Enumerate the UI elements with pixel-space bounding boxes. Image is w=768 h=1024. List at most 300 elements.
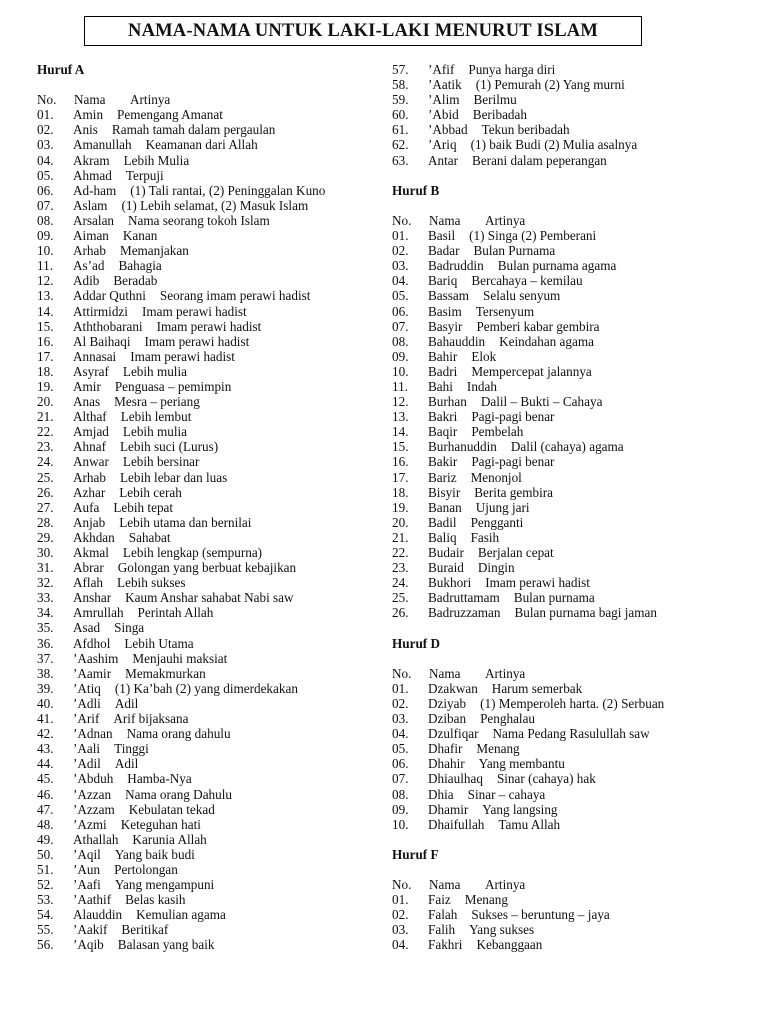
entry-meaning: Berani dalam peperangan — [472, 152, 607, 168]
entry-meaning: Penghalau — [480, 711, 536, 727]
entry-number: 25. — [37, 469, 54, 485]
name-entry-row — [37, 137, 382, 152]
entry-meaning: Berilmu — [473, 92, 517, 108]
entry-number: 19. — [392, 499, 409, 515]
entry-meaning: Yang membantu — [478, 756, 565, 772]
entry-number: 18. — [392, 484, 409, 500]
name-entry-row — [392, 545, 762, 560]
entry-meaning: Imam perawi hadist — [144, 333, 250, 349]
entry-number: 15. — [37, 318, 54, 334]
entry-meaning: Menonjol — [470, 469, 522, 485]
entry-name: ’Aashim — [73, 650, 119, 666]
name-entry-row — [37, 364, 382, 379]
entry-meaning: Yang baik budi — [114, 846, 195, 862]
entry-number: 03. — [392, 711, 409, 727]
entry-number: 12. — [37, 273, 54, 289]
entry-meaning: Ramah tamah dalam pergaulan — [111, 122, 276, 138]
entry-name: Bakir — [428, 454, 458, 470]
entry-number: 08. — [392, 333, 409, 349]
entry-number: 51. — [37, 861, 54, 877]
entry-meaning: Selalu senyum — [483, 288, 561, 304]
entry-number: 58. — [392, 77, 409, 93]
entry-name: ’Afif — [428, 62, 455, 77]
entry-name: Arhab — [73, 243, 106, 259]
name-entry-row — [37, 620, 382, 635]
entry-number: 42. — [37, 726, 54, 742]
entry-name: Amjad — [73, 424, 109, 440]
name-entry-row — [392, 409, 762, 424]
entry-name: Aththobarani — [73, 318, 143, 334]
entry-name: Aflah — [73, 575, 104, 591]
entry-meaning: Balasan yang baik — [117, 937, 215, 953]
header-name: Nama — [429, 212, 461, 228]
entry-meaning: Penguasa – pemimpin — [114, 378, 232, 394]
entry-name: Althaf — [73, 409, 107, 425]
entry-number: 07. — [37, 197, 54, 213]
entry-name: Badri — [428, 363, 458, 379]
entry-number: 02. — [37, 122, 54, 138]
spacer — [392, 651, 762, 666]
entry-name: Akmal — [73, 545, 109, 560]
entry-meaning: Kebanggaan — [476, 937, 543, 953]
name-entry-row — [37, 575, 382, 590]
entry-meaning: Fasih — [470, 529, 500, 545]
name-entry-row — [392, 394, 762, 409]
entry-meaning: Keindahan agama — [499, 333, 594, 349]
name-entry-row — [392, 817, 762, 832]
name-entry-row — [392, 228, 762, 243]
entry-meaning: Indah — [466, 378, 497, 394]
column-header-row — [37, 92, 382, 107]
entry-meaning: Imam perawi hadist — [141, 303, 247, 319]
entry-number: 04. — [392, 937, 409, 953]
entry-number: 06. — [37, 182, 54, 198]
entry-name: Attirmidzi — [73, 303, 128, 319]
entry-number: 61. — [392, 122, 409, 138]
entry-number: 15. — [392, 439, 409, 455]
entry-number: 22. — [392, 545, 409, 560]
entry-number: 10. — [392, 363, 409, 379]
name-entry-row — [392, 304, 762, 319]
entry-meaning: Lebih sukses — [117, 575, 186, 591]
name-entry-row — [392, 771, 762, 786]
entry-name: Bahir — [428, 348, 458, 364]
entry-meaning: Mempercepat jalannya — [471, 363, 592, 379]
name-entry-row — [392, 711, 762, 726]
entry-meaning: (1) Memperoleh harta. (2) Serbuan — [480, 695, 665, 711]
entry-name: Annasai — [73, 348, 117, 364]
entry-name: ’Aathif — [73, 892, 112, 908]
name-entry-row — [392, 787, 762, 802]
entry-meaning: Perintah Allah — [137, 605, 214, 621]
entry-number: 23. — [37, 439, 54, 455]
entry-name: Dzakwan — [428, 680, 478, 696]
name-entry-row — [37, 741, 382, 756]
entry-number: 02. — [392, 907, 409, 923]
entry-number: 56. — [37, 937, 54, 953]
entry-number: 01. — [37, 107, 54, 123]
name-entry-row — [37, 832, 382, 847]
entry-number: 06. — [392, 756, 409, 772]
entry-meaning: Pembelah — [471, 424, 524, 440]
entry-number: 04. — [392, 726, 409, 742]
entry-name: Dhamir — [428, 801, 469, 817]
entry-name: Badruttamam — [428, 590, 500, 606]
name-entry-row — [392, 379, 762, 394]
name-entry-row — [392, 334, 762, 349]
name-entry-row — [37, 243, 382, 258]
entry-meaning: Tamu Allah — [498, 816, 561, 832]
entry-name: Bariq — [428, 273, 458, 289]
entry-meaning: Mesra – periang — [114, 394, 200, 410]
entry-meaning: Lebih Mulia — [123, 152, 190, 168]
name-entry-row — [37, 470, 382, 485]
name-entry-row — [392, 454, 762, 469]
entry-name: Burhanuddin — [428, 439, 497, 455]
name-entry-row — [392, 530, 762, 545]
column-header-row — [392, 666, 762, 681]
entry-name: Asyraf — [73, 363, 109, 379]
name-entry-row — [37, 485, 382, 500]
entry-number: 20. — [392, 514, 409, 530]
name-entry-row — [37, 213, 382, 228]
entry-name: ’Aqil — [73, 846, 101, 862]
header-meaning: Artinya — [485, 877, 526, 893]
name-entry-row — [37, 590, 382, 605]
entry-number: 39. — [37, 680, 54, 696]
name-entry-row — [392, 258, 762, 273]
spacer — [392, 832, 762, 847]
name-entry-row — [37, 847, 382, 862]
section-heading: Huruf D — [392, 635, 440, 651]
left-column — [37, 62, 382, 953]
entry-name: Bakri — [428, 409, 458, 425]
name-entry-row — [37, 651, 382, 666]
entry-name: Falah — [428, 907, 458, 923]
name-entry-row — [37, 349, 382, 364]
name-entry-row — [392, 590, 762, 605]
column-header-row — [392, 213, 762, 228]
title-box — [84, 16, 642, 46]
entry-name: Amin — [73, 107, 104, 123]
name-entry-row — [37, 334, 382, 349]
entry-name: As’ad — [73, 258, 105, 274]
entry-number: 12. — [392, 394, 409, 410]
entry-name: Anas — [73, 394, 101, 410]
entry-number: 04. — [37, 152, 54, 168]
entry-number: 50. — [37, 846, 54, 862]
name-entry-row — [37, 228, 382, 243]
name-entry-row — [37, 605, 382, 620]
entry-number: 24. — [37, 454, 54, 470]
entry-number: 37. — [37, 650, 54, 666]
name-entry-row — [37, 198, 382, 213]
name-entry-row — [392, 122, 762, 137]
entry-meaning: Yang langsing — [482, 801, 558, 817]
entry-number: 33. — [37, 590, 54, 606]
name-entry-row — [37, 183, 382, 198]
header-name: Nama — [74, 92, 106, 108]
name-entry-row — [37, 500, 382, 515]
entry-name: ’Adil — [73, 756, 101, 772]
entry-name: Bisyir — [428, 484, 461, 500]
entry-name: Dhaifullah — [428, 816, 485, 832]
entry-name: ’Alim — [428, 92, 460, 108]
name-entry-row — [392, 922, 762, 937]
name-entry-row — [37, 379, 382, 394]
name-entry-row — [37, 304, 382, 319]
entry-name: Dhahir — [428, 756, 465, 772]
entry-number: 63. — [392, 152, 409, 168]
name-entry-row — [392, 349, 762, 364]
entry-number: 59. — [392, 92, 409, 108]
entry-number: 09. — [392, 348, 409, 364]
entry-meaning: Lebih lembut — [120, 409, 192, 425]
entry-meaning: Sinar (cahaya) hak — [496, 771, 596, 787]
entry-name: Anshar — [73, 590, 112, 606]
entry-meaning: Imam perawi hadist — [156, 318, 262, 334]
entry-meaning: Bulan purnama bagi jaman — [514, 605, 657, 621]
name-entry-row — [37, 726, 382, 741]
entry-number: 23. — [392, 560, 409, 576]
name-entry-row — [392, 319, 762, 334]
entry-meaning: Pemberi kabar gembira — [476, 318, 600, 334]
entry-meaning: Sukses – beruntung – jaya — [471, 907, 610, 923]
entry-meaning: Tekun beribadah — [481, 122, 570, 138]
entry-name: Bukhori — [428, 575, 472, 591]
header-no: No. — [37, 92, 57, 108]
entry-number: 35. — [37, 620, 54, 636]
name-entry-row — [392, 575, 762, 590]
entry-number: 26. — [37, 484, 54, 500]
entry-meaning: Keamanan dari Allah — [145, 137, 258, 153]
name-entry-row — [392, 937, 762, 952]
entry-meaning: Lebih lebar dan luas — [119, 469, 228, 485]
entry-name: ’Adnan — [73, 726, 113, 742]
entry-number: 05. — [37, 167, 54, 183]
entry-name: Azhar — [73, 484, 106, 500]
entry-meaning: Lebih mulia — [122, 424, 187, 440]
entry-meaning: Golongan yang berbuat kebajikan — [117, 560, 297, 576]
name-entry-row — [37, 636, 382, 651]
entry-number: 21. — [392, 529, 409, 545]
entry-meaning: (1) Ka’bah (2) yang dimerdekakan — [114, 680, 298, 696]
entry-number: 28. — [37, 514, 54, 530]
name-entry-row — [392, 741, 762, 756]
name-entry-row — [37, 560, 382, 575]
name-entry-row — [37, 545, 382, 560]
entry-name: ’Arif — [73, 711, 100, 727]
entry-name: ’Aqib — [73, 937, 104, 953]
entry-number: 38. — [37, 665, 54, 681]
header-name: Nama — [429, 665, 461, 681]
name-entry-row — [37, 787, 382, 802]
entry-name: Aufa — [73, 499, 100, 515]
entry-number: 03. — [37, 137, 54, 153]
entry-meaning: Yang mengampuni — [114, 877, 215, 893]
entry-number: 46. — [37, 786, 54, 802]
entry-meaning: Lebih suci (Lurus) — [119, 439, 219, 455]
entry-name: Badruddin — [428, 258, 484, 274]
entry-name: Dhiaulhaq — [428, 771, 483, 787]
entry-name: Amanullah — [73, 137, 132, 153]
name-entry-row — [392, 288, 762, 303]
entry-name: ’Azzam — [73, 801, 115, 817]
entry-name: Dziban — [428, 711, 467, 727]
entry-number: 18. — [37, 363, 54, 379]
entry-name: Ahmad — [73, 167, 112, 183]
header-name: Nama — [429, 877, 461, 893]
name-entry-row — [37, 530, 382, 545]
entry-meaning: Bahagia — [118, 258, 162, 274]
entry-number: 60. — [392, 107, 409, 123]
name-entry-row — [392, 515, 762, 530]
entry-meaning: (1) Tali rantai, (2) Peninggalan Kuno — [130, 182, 326, 198]
entry-number: 08. — [37, 212, 54, 228]
entry-meaning: Menjauhi maksiat — [132, 650, 228, 666]
name-entry-row — [37, 424, 382, 439]
entry-number: 27. — [37, 499, 54, 515]
entry-number: 11. — [392, 378, 408, 394]
entry-number: 16. — [37, 333, 54, 349]
name-entry-row — [37, 877, 382, 892]
entry-number: 14. — [392, 424, 409, 440]
entry-meaning: Pertolongan — [114, 861, 178, 877]
entry-number: 31. — [37, 560, 54, 576]
name-entry-row — [37, 922, 382, 937]
spacer — [392, 168, 762, 183]
entry-meaning: (1) Singa (2) Pemberani — [469, 228, 597, 244]
name-entry-row — [392, 907, 762, 922]
name-entry-row — [37, 273, 382, 288]
entry-name: Burhan — [428, 394, 467, 410]
entry-name: Banan — [428, 499, 462, 515]
entry-name: Arhab — [73, 469, 106, 485]
entry-meaning: Pagi-pagi benar — [471, 409, 555, 425]
entry-meaning: Lebih tepat — [113, 499, 174, 515]
page-title: NAMA-NAMA UNTUK LAKI-LAKI MENURUT ISLAM — [128, 20, 598, 41]
entry-meaning: Pagi-pagi benar — [471, 454, 555, 470]
name-entry-row — [37, 122, 382, 137]
entry-meaning: Dalil – Bukti – Cahaya — [480, 394, 603, 410]
entry-name: ’Abbad — [428, 122, 468, 138]
entry-number: 02. — [392, 243, 409, 259]
entry-meaning: Berjalan cepat — [477, 545, 554, 560]
entry-number: 08. — [392, 786, 409, 802]
name-entry-row — [392, 107, 762, 122]
entry-name: Amir — [73, 378, 101, 394]
name-entry-row — [37, 515, 382, 530]
entry-meaning: Beribadah — [472, 107, 527, 123]
name-entry-row — [37, 907, 382, 922]
entry-meaning: Menang — [464, 892, 508, 908]
entry-meaning: Nama orang dahulu — [126, 726, 231, 742]
entry-number: 54. — [37, 907, 54, 923]
name-entry-row — [392, 500, 762, 515]
entry-number: 14. — [37, 303, 54, 319]
entry-name: Addar Quthni — [73, 288, 146, 304]
entry-number: 45. — [37, 771, 54, 787]
entry-name: Faiz — [428, 892, 451, 908]
entry-number: 16. — [392, 454, 409, 470]
entry-number: 05. — [392, 741, 409, 757]
entry-meaning: Berita gembira — [474, 484, 553, 500]
entry-number: 53. — [37, 892, 54, 908]
entry-number: 13. — [37, 288, 54, 304]
entry-number: 36. — [37, 635, 54, 651]
entry-name: Athallah — [73, 831, 119, 847]
name-entry-row — [392, 696, 762, 711]
name-entry-row — [37, 756, 382, 771]
name-entry-row — [392, 470, 762, 485]
entry-number: 44. — [37, 756, 54, 772]
entry-meaning: Ujung jari — [475, 499, 530, 515]
entry-meaning: Belas kasih — [125, 892, 186, 908]
entry-meaning: Hamba-Nya — [127, 771, 192, 787]
entry-number: 24. — [392, 575, 409, 591]
header-no: No. — [392, 665, 412, 681]
entry-meaning: Sahabat — [128, 529, 171, 545]
entry-name: Ad-ham — [73, 182, 117, 198]
entry-name: Aslam — [73, 197, 108, 213]
entry-meaning: Lebih bersinar — [122, 454, 200, 470]
entry-number: 17. — [392, 469, 409, 485]
spacer — [392, 620, 762, 635]
name-entry-row — [37, 288, 382, 303]
entry-name: Dhafir — [428, 741, 463, 757]
entry-meaning: Lebih cerah — [119, 484, 182, 500]
entry-number: 04. — [392, 273, 409, 289]
entry-meaning: Singa — [114, 620, 145, 636]
entry-meaning: Dalil (cahaya) agama — [510, 439, 624, 455]
name-entry-row — [37, 454, 382, 469]
entry-meaning: Kanan — [122, 228, 158, 244]
entry-name: ’Azzan — [73, 786, 112, 802]
entry-number: 01. — [392, 680, 409, 696]
name-entry-row — [392, 605, 762, 620]
entry-number: 09. — [392, 801, 409, 817]
entry-meaning: Punya harga diri — [468, 62, 556, 77]
entry-name: Dhia — [428, 786, 454, 802]
entry-number: 21. — [37, 409, 54, 425]
entry-meaning: Beradab — [113, 273, 158, 289]
entry-meaning: (1) baik Budi (2) Mulia asalnya — [470, 137, 638, 153]
header-no: No. — [392, 877, 412, 893]
entry-name: Anwar — [73, 454, 109, 470]
entry-name: ’Aamir — [73, 665, 112, 681]
entry-meaning: Kaum Anshar sahabat Nabi saw — [125, 590, 294, 606]
name-entry-row — [392, 62, 762, 77]
entry-name: Anjab — [73, 514, 106, 530]
name-entry-row — [37, 862, 382, 877]
header-meaning: Artinya — [485, 212, 526, 228]
entry-name: Dziyab — [428, 695, 467, 711]
entry-name: Abrar — [73, 560, 104, 576]
name-entry-row — [37, 771, 382, 786]
name-entry-row — [392, 243, 762, 258]
entry-name: Dzulfiqar — [428, 726, 479, 742]
entry-name: ’Ariq — [428, 137, 457, 153]
entry-name: Aiman — [73, 228, 109, 244]
name-entry-row — [37, 409, 382, 424]
entry-name: Antar — [428, 152, 459, 168]
entry-meaning: Imam perawi hadist — [130, 348, 235, 364]
name-entry-row — [392, 92, 762, 107]
entry-number: 48. — [37, 816, 54, 832]
entry-name: ’Azmi — [73, 816, 107, 832]
entry-meaning: Bercahaya – kemilau — [471, 273, 583, 289]
entry-name: Basyir — [428, 318, 463, 334]
